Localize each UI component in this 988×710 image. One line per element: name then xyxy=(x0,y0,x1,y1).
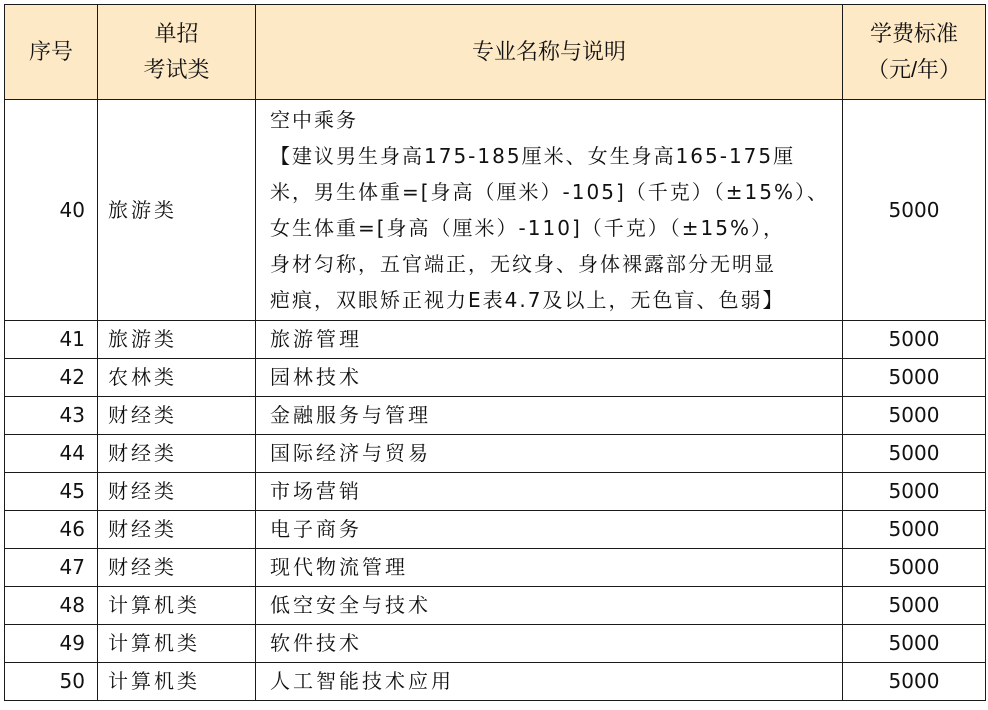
header-major xyxy=(256,5,843,100)
row-fee: 5000 xyxy=(843,435,986,473)
row-major: 旅游管理 xyxy=(256,321,843,359)
table-row xyxy=(5,435,986,473)
major-desc-line: 身材匀称，五官端正，无纹身、身体裸露部分无明显 xyxy=(270,252,776,276)
row-category: 财经类 xyxy=(98,397,256,435)
header-category-line1: 单招 xyxy=(154,21,199,46)
table-row xyxy=(5,359,986,397)
table-row xyxy=(5,625,986,663)
row-fee: 5000 xyxy=(843,473,986,511)
row-category: 计算机类 xyxy=(98,625,256,663)
row-fee: 5000 xyxy=(843,663,986,701)
row-category: 财经类 xyxy=(98,435,256,473)
row-major: 软件技术 xyxy=(256,625,843,663)
row-major-description xyxy=(256,100,843,321)
header-index-label: 序号 xyxy=(28,39,73,64)
majors-fee-table xyxy=(4,4,986,701)
header-fee-line1: 学费标准 xyxy=(869,21,958,46)
header-fee-line2: （元/年） xyxy=(866,57,962,82)
row-fee: 5000 xyxy=(843,587,986,625)
table-header-row xyxy=(5,5,986,100)
header-major-label: 专业名称与说明 xyxy=(471,39,626,64)
row-index: 50 xyxy=(5,663,98,701)
row-category: 财经类 xyxy=(98,473,256,511)
header-fee xyxy=(843,5,986,100)
row-major: 金融服务与管理 xyxy=(256,397,843,435)
table-row xyxy=(5,511,986,549)
row-major: 国际经济与贸易 xyxy=(256,435,843,473)
row-major: 现代物流管理 xyxy=(256,549,843,587)
table-row xyxy=(5,100,986,321)
header-category-line2: 考试类 xyxy=(143,57,210,82)
major-desc-line: 【建议男生身高175-185厘米、女生身高165-175厘 xyxy=(270,144,796,168)
row-major: 园林技术 xyxy=(256,359,843,397)
row-index: 48 xyxy=(5,587,98,625)
row-index: 42 xyxy=(5,359,98,397)
row-fee: 5000 xyxy=(843,549,986,587)
row-index: 44 xyxy=(5,435,98,473)
row-index: 40 xyxy=(5,100,98,321)
row-category: 农林类 xyxy=(98,359,256,397)
row-fee: 5000 xyxy=(843,397,986,435)
row-category: 财经类 xyxy=(98,549,256,587)
header-index xyxy=(5,5,98,100)
row-fee: 5000 xyxy=(843,511,986,549)
row-index: 45 xyxy=(5,473,98,511)
major-desc-line: 空中乘务 xyxy=(270,108,358,132)
row-index: 43 xyxy=(5,397,98,435)
row-index: 41 xyxy=(5,321,98,359)
row-index: 49 xyxy=(5,625,98,663)
row-fee: 5000 xyxy=(843,625,986,663)
row-fee: 5000 xyxy=(843,359,986,397)
row-category: 财经类 xyxy=(98,511,256,549)
row-fee: 5000 xyxy=(843,321,986,359)
major-desc-line: 疤痕，双眼矫正视力E表4.7及以上，无色盲、色弱】 xyxy=(270,288,785,312)
row-major: 电子商务 xyxy=(256,511,843,549)
major-desc-line: 米，男生体重=[身高（厘米）-105]（千克）（±15%）、 xyxy=(270,180,829,204)
row-fee: 5000 xyxy=(843,100,986,321)
majors-table-container xyxy=(4,4,986,701)
row-major: 低空安全与技术 xyxy=(256,587,843,625)
row-category: 计算机类 xyxy=(98,587,256,625)
table-row xyxy=(5,397,986,435)
table-row xyxy=(5,473,986,511)
row-index: 47 xyxy=(5,549,98,587)
row-major: 市场营销 xyxy=(256,473,843,511)
table-row xyxy=(5,321,986,359)
row-category: 计算机类 xyxy=(98,663,256,701)
major-desc-line: 女生体重=[身高（厘米）-110]（千克）（±15%）， xyxy=(270,216,785,240)
table-row xyxy=(5,549,986,587)
table-row xyxy=(5,587,986,625)
row-major: 人工智能技术应用 xyxy=(256,663,843,701)
row-category: 旅游类 xyxy=(98,100,256,321)
row-index: 46 xyxy=(5,511,98,549)
table-row xyxy=(5,663,986,701)
header-category xyxy=(98,5,256,100)
row-category: 旅游类 xyxy=(98,321,256,359)
